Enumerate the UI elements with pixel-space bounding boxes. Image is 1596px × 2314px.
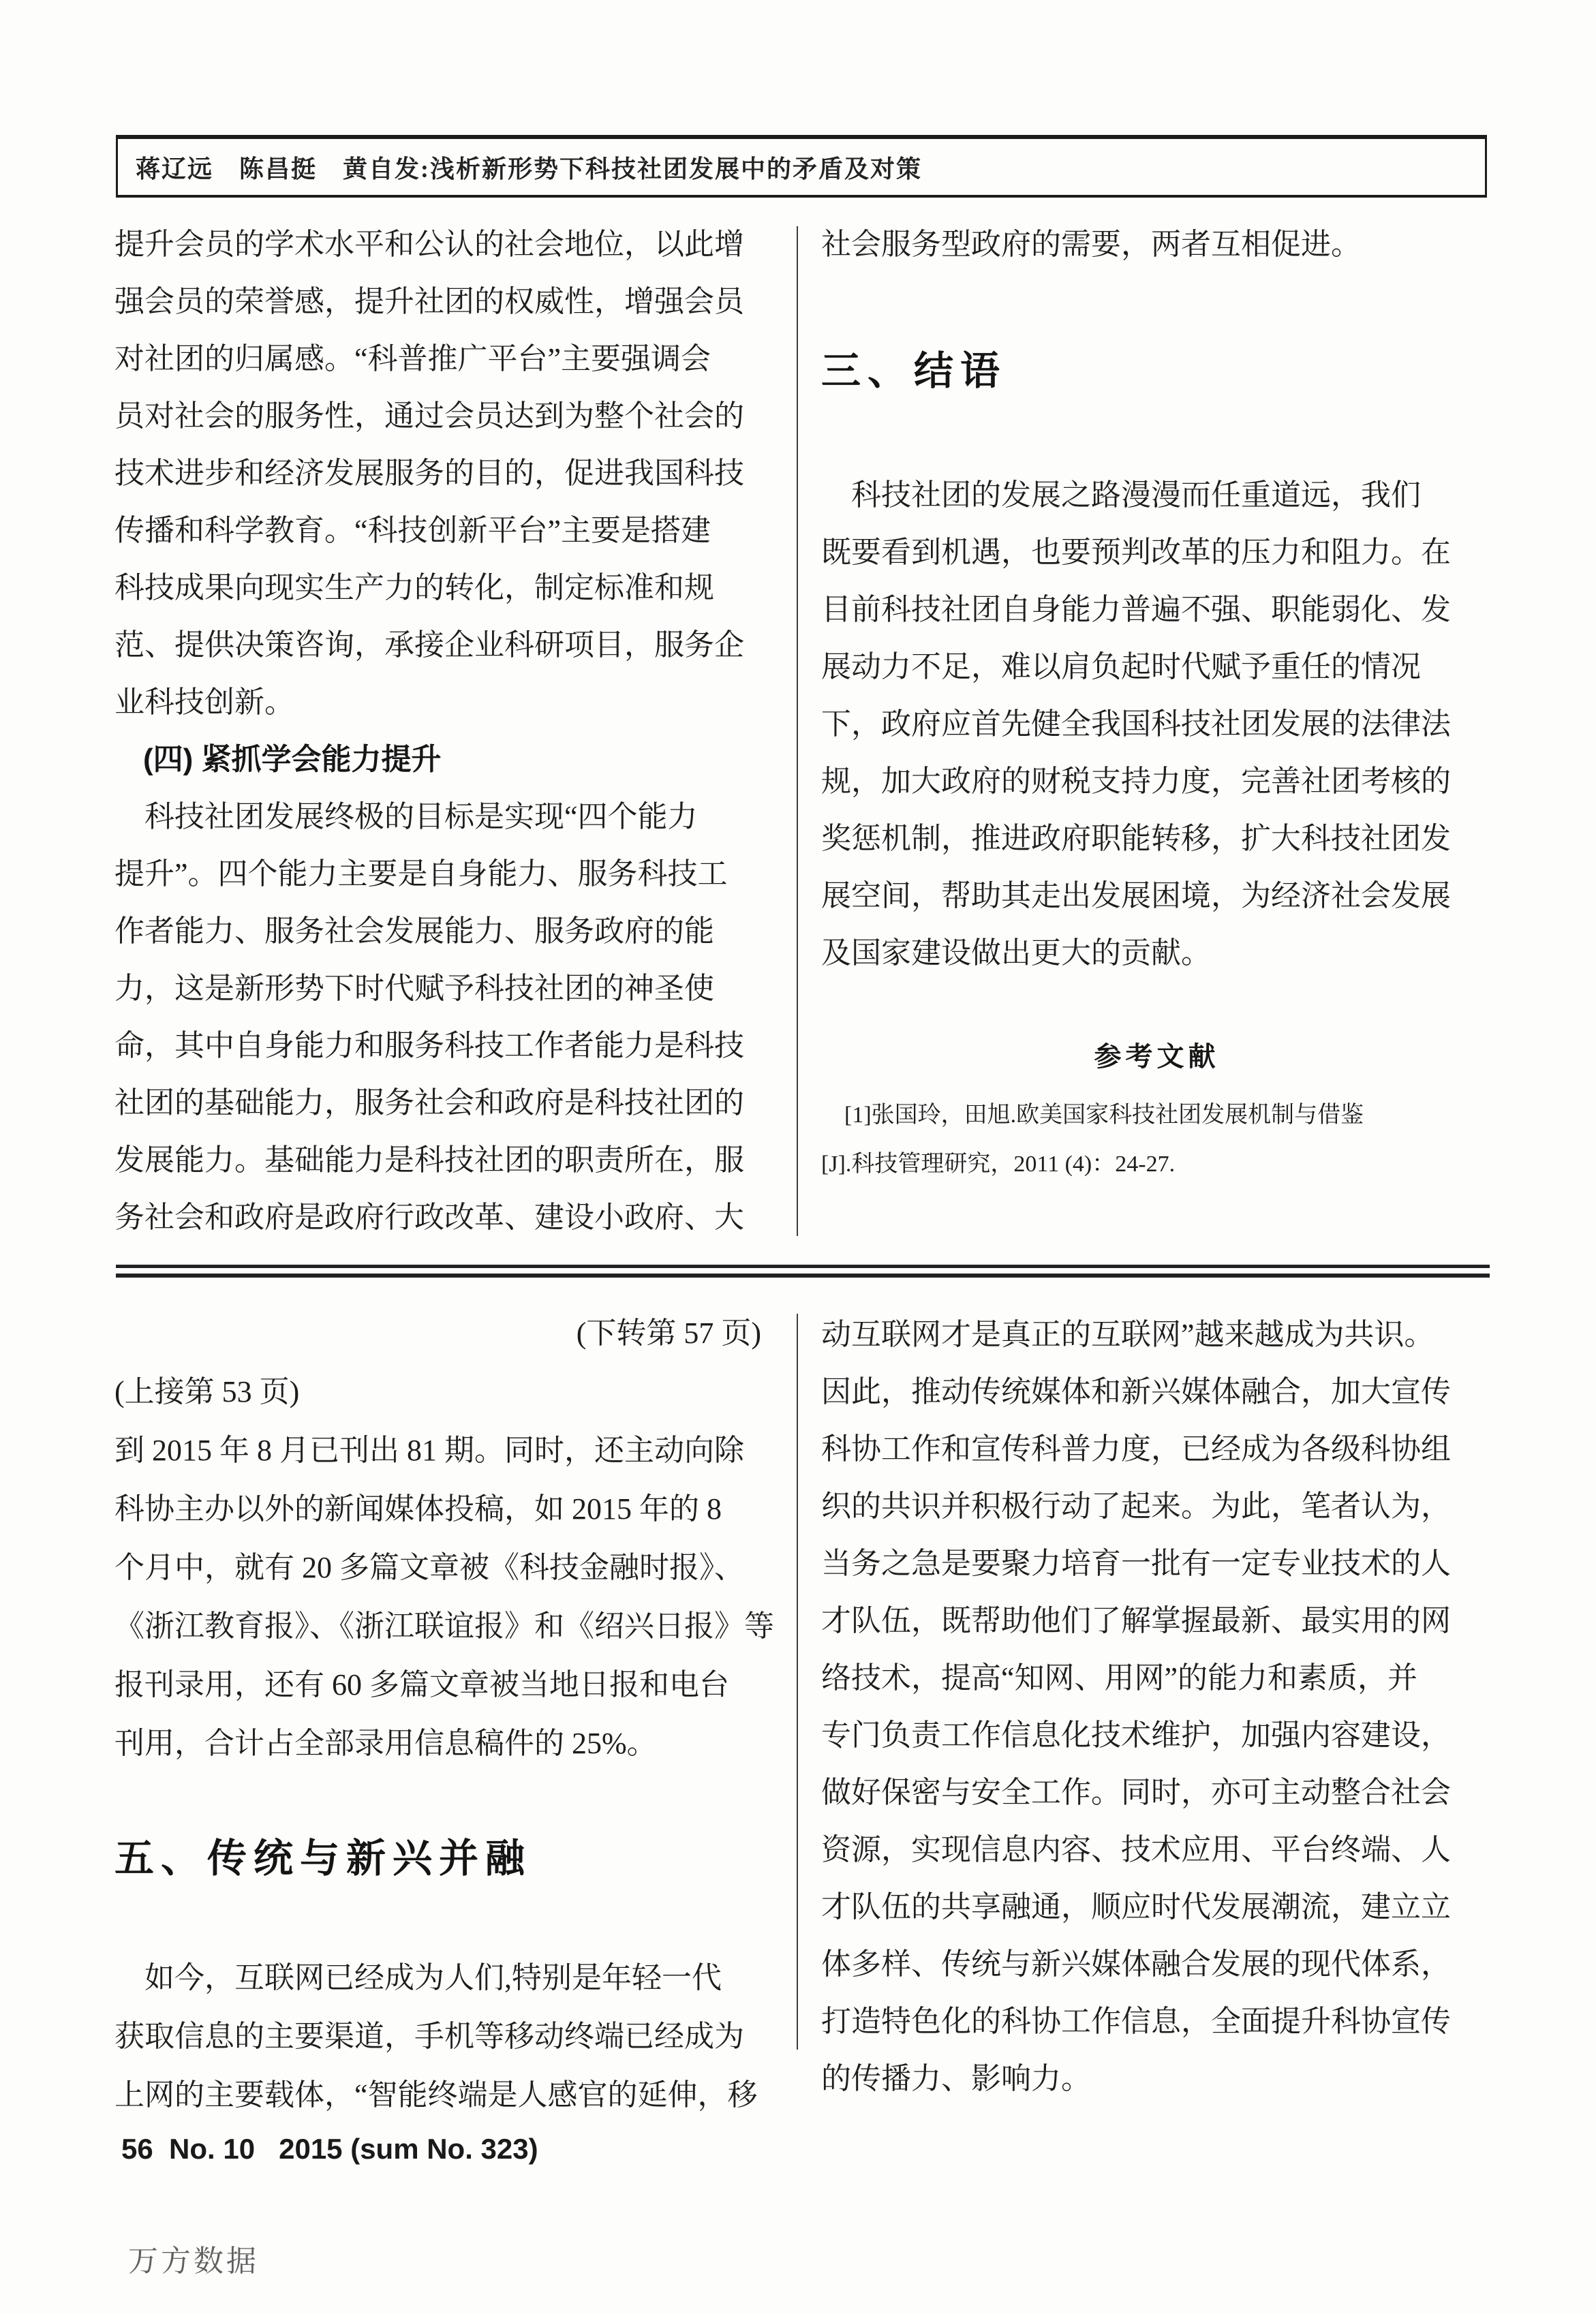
body-line: 奖惩机制，推进政府职能转移，扩大科技社团发 [821, 822, 1451, 855]
body-line: 个月中，就有 20 多篇文章被《科技金融时报》、 [114, 1551, 744, 1584]
body-line: 展空间，帮助其走出发展困境，为经济社会发展 [821, 879, 1451, 912]
body-line: 社会服务型政府的需要，两者互相促进。 [821, 228, 1361, 261]
body-line: 当务之急是要聚力培育一批有一定专业技术的人 [821, 1547, 1451, 1580]
continued-from-note: (上接第 53 页) [114, 1375, 300, 1408]
body-line: 动互联网才是真正的互联网”越来越成为共识。 [821, 1318, 1434, 1351]
reference-line: [J].科技管理研究，2011 (4)：24-27. [821, 1152, 1176, 1177]
body-line: 到 2015 年 8 月已刊出 81 期。同时，还主动向除 [114, 1434, 744, 1467]
body-line: 社团的基础能力，服务社会和政府是科技社团的 [114, 1086, 744, 1120]
body-line: 务社会和政府是政府行政改革、建设小政府、大 [114, 1201, 744, 1234]
body-line: 提升”。四个能力主要是自身能力、服务科技工 [114, 857, 728, 891]
body-line: 作者能力、服务社会发展能力、服务政府的能 [114, 914, 714, 948]
body-line: 才队伍，既帮助他们了解掌握最新、最实用的网 [821, 1604, 1451, 1637]
body-line: 及国家建设做出更大的贡献。 [821, 936, 1211, 970]
body-line: 既要看到机遇，也要预判改革的压力和阻力。在 [821, 536, 1451, 569]
body-line: 打造特色化的科协工作信息，全面提升科协宣传 [821, 2005, 1451, 2038]
top-left-column [114, 216, 786, 1246]
body-line: 传播和科学教育。“科技创新平台”主要是搭建 [114, 514, 711, 547]
body-line: 做好保密与安全工作。同时，亦可主动整合社会 [821, 1776, 1451, 1809]
body-line: 体多样、传统与新兴媒体融合发展的现代体系， [821, 1947, 1451, 1981]
references-heading: 参考文献 [1094, 1042, 1220, 1072]
subsection-heading-four: (四) 紧抓学会能力提升 [143, 743, 442, 776]
paragraph-block [821, 467, 1492, 982]
body-line: 的传播力、影响力。 [821, 2062, 1091, 2095]
references-block [821, 1091, 1492, 1189]
body-line: 报刊录用，还有 60 多篇文章被当地日报和电台 [114, 1668, 729, 1701]
running-head-title: 蒋辽远 陈昌挺 黄自发:浅析新形势下科技社团发展中的矛盾及对策 [136, 155, 922, 183]
body-line: 强会员的荣誉感，提升社团的权威性，增强会员 [114, 285, 744, 318]
page-number-issue-info: 56 No. 10 2015 (sum No. 323) [121, 2133, 538, 2165]
reference-line: [1]张国玲，田旭.欧美国家科技社团发展机制与借鉴 [821, 1102, 1364, 1128]
body-line: 《浙江教育报》、《浙江联谊报》和《绍兴日报》等 [114, 1609, 774, 1643]
body-line: 科技社团发展终极的目标是实现“四个能力 [114, 800, 698, 833]
body-line: 命，其中自身能力和服务科技工作者能力是科技 [114, 1029, 744, 1062]
body-line: 科协主办以外的新闻媒体投稿，如 2015 年的 8 [114, 1492, 722, 1526]
body-line: 科技成果向现实生产力的转化，制定标准和规 [114, 571, 714, 604]
body-line: 络技术，提高“知网、用网”的能力和素质，并 [821, 1661, 1418, 1695]
section-heading-five: 五、传统与新兴并融 [114, 1836, 532, 1881]
body-line: 发展能力。基础能力是科技社团的职责所在，服 [114, 1143, 744, 1177]
body-line: 织的共识并积极行动了起来。为此，笔者认为， [821, 1490, 1451, 1523]
body-line: 资源，实现信息内容、技术应用、平台终端、人 [821, 1833, 1451, 1866]
column-divider-bottom [797, 1314, 798, 2050]
section-divider-rule [116, 1265, 1490, 1278]
continued-to-note: (下转第 57 页) [576, 1316, 761, 1350]
body-line: 才队伍的共享融通，顺应时代发展潮流，建立立 [821, 1890, 1451, 1924]
body-line: 业科技创新。 [114, 685, 294, 719]
body-line: 展动力不足，难以肩负起时代赋予重任的情况 [821, 650, 1421, 683]
body-line: 提升会员的学术水平和公认的社会地位，以此增 [114, 228, 744, 261]
body-line: 因此，推动传统媒体和新兴媒体融合，加大宣传 [821, 1375, 1451, 1408]
body-line: 范、提供决策咨询，承接企业科研项目，服务企 [114, 628, 744, 662]
paragraph-block [114, 216, 786, 731]
body-line: 获取信息的主要渠道，手机等移动终端已经成为 [114, 2020, 744, 2053]
body-line: 科技社团的发展之路漫漫而任重道远，我们 [821, 478, 1421, 512]
body-line: 专门负责工作信息化技术维护，加强内容建设， [821, 1718, 1451, 1752]
body-line: 刊用，合计占全部录用信息稿件的 25%。 [114, 1727, 657, 1760]
body-line: 科协工作和宣传科普力度，已经成为各级科协组 [821, 1432, 1451, 1466]
body-line: 目前科技社团自身能力普遍不强、职能弱化、发 [821, 593, 1451, 626]
body-line: 员对社会的服务性，通过会员达到为整个社会的 [114, 399, 744, 433]
paragraph-block [114, 788, 786, 1246]
body-line: 上网的主要载体，“智能终端是人感官的延伸，移 [114, 2078, 758, 2112]
body-line: 下，政府应首先健全我国科技社团发展的法律法 [821, 707, 1451, 741]
bottom-right-column [821, 1306, 1492, 2108]
body-line: 如今，互联网已经成为人们,特别是年轻一代 [114, 1961, 722, 1994]
bottom-left-column [114, 1304, 786, 2125]
top-right-column [821, 216, 1492, 1189]
body-line: 技术进步和经济发展服务的目的，促进我国科技 [114, 457, 744, 490]
running-head [116, 135, 1487, 198]
column-divider-top [797, 226, 798, 1236]
body-line: 力，这是新形势下时代赋予科技社团的神圣使 [114, 972, 714, 1005]
paragraph-block [114, 1421, 786, 1773]
paragraph-block [821, 1306, 1492, 2108]
paragraph-block [114, 1949, 786, 2125]
section-heading-conclusion: 三、结语 [821, 349, 1007, 393]
body-line: 规，加大政府的财税支持力度，完善社团考核的 [821, 765, 1451, 798]
wanfang-data-watermark: 万方数据 [128, 2244, 259, 2278]
body-line: 对社团的归属感。“科普推广平台”主要强调会 [114, 342, 711, 375]
